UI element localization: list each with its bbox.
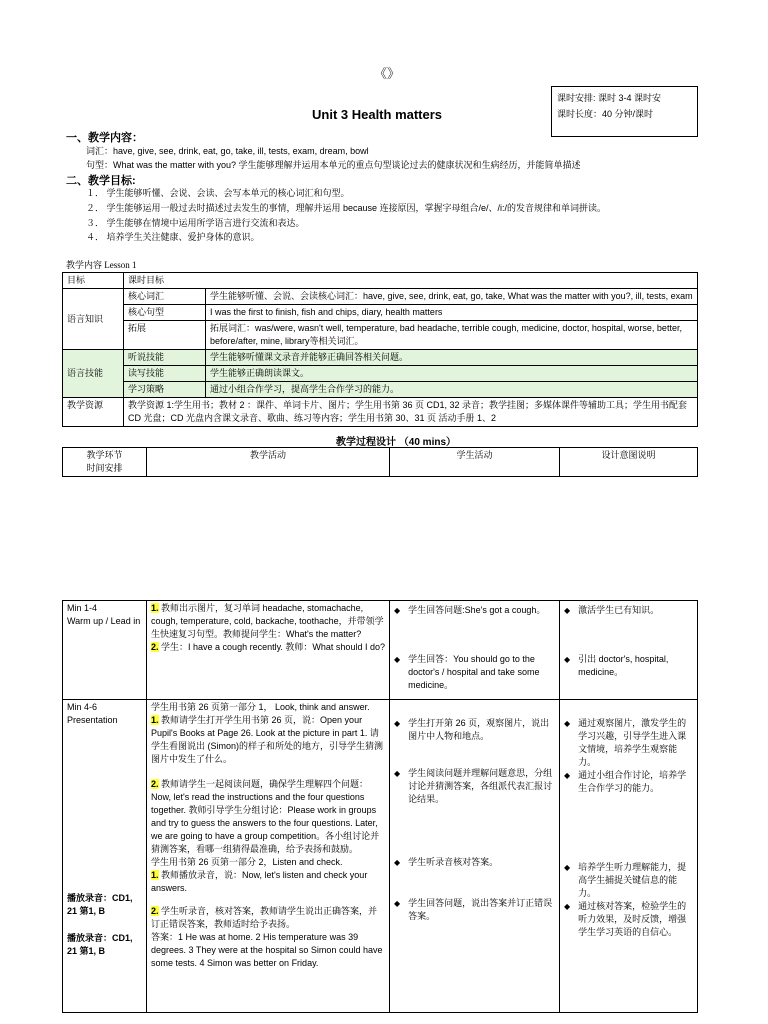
diamond-bullet-icon: ◆: [394, 606, 401, 615]
row-value: 通过小组合作学习，提高学生合作学习的能力。: [206, 382, 698, 398]
document-title: Unit 3 Health matters: [312, 107, 443, 122]
step-text: 学生听录音，核对答案，教师请学生说出正确答案，并订正错误答案，教师适时给予表扬。: [151, 906, 378, 929]
procedure-table: [62, 600, 698, 1013]
objective-item: ３． 学生能够在情境中运用所学语言进行交流和表达。: [86, 218, 305, 228]
group-label: 教学资源: [63, 398, 124, 427]
activity-cell: [147, 700, 390, 1013]
header-cell-stage: [63, 448, 147, 477]
objective-item: １． 学生能够听懂、会说、会读、会写本单元的核心词汇和句型。: [86, 188, 350, 198]
step-number: 1.: [151, 870, 159, 880]
design-cell: [560, 601, 698, 700]
step-number: 2.: [151, 642, 159, 652]
section-heading-content: 一、教学内容：: [66, 132, 143, 144]
step-text: 教师出示图片，复习单词 headache, stomachache, cough, temperature, cold, backache, toothache，并带领学生快速复习句型。教师提问学生：What's the matter?: [151, 603, 384, 639]
design-note: 引出 doctor's, hospital, medicine。: [578, 654, 669, 677]
diamond-bullet-icon: ◆: [394, 655, 401, 664]
design-note: 培养学生听力理解能力，提高学生捕捉关键信息的能力。: [578, 862, 687, 898]
step-text: 教师请学生一起阅读问题，确保学生理解四个问题：Now, let's read the instructions and the four questions together. 教师引导学生分组讨论：Please work in groups and try to guess the answers to the four questions. Later, we are going to have a group competition。各小组讨论并猜测答案，看哪一组猜得最准确，给予表扬和鼓励。: [151, 779, 380, 854]
student-activity: 学生打开第 26 页，观察图片，说出图片中人物和地点。: [408, 718, 550, 741]
header-cell-activity: 教学活动: [147, 448, 390, 477]
student-activity: 学生回答问题，说出答案并订正错误答案。: [408, 898, 553, 921]
table-header-cell: 课时目标: [124, 273, 698, 289]
row-value: 学生能够听懂、会说、会读核心词汇：have, give, see, drink, eat, go, take, What was the matter with you?, ill, tests, exam: [206, 289, 698, 305]
student-cell: [390, 700, 560, 1013]
table-header-cell: 目标: [63, 273, 124, 289]
schedule-line-1: 课时安排: 课时 3-4 课时安: [557, 93, 662, 103]
table-row: [63, 321, 698, 350]
student-activity: 学生阅读问题并理解问题意思，分组讨论并猜测答案，各组派代表汇报讨论结果。: [408, 768, 553, 804]
header-cell-design: 设计意图说明: [560, 448, 698, 477]
diamond-bullet-icon: ◆: [394, 858, 401, 867]
table-row: [63, 350, 698, 366]
time-cell: Min 1-4 Warm up / Lead in: [63, 601, 147, 700]
row-value: I was the first to finish, fish and chips, diary, health matters: [206, 305, 698, 321]
activity-intro: 学生用书第 26 页第一部分 2，Listen and check.: [151, 857, 343, 867]
table-row: [63, 305, 698, 321]
step-text: 教师请学生打开学生用书第 26 页，说：Open your Pupil's Books at Page 26. Look at the picture in part 1. 请学生看图说出 (Simon)的样子和所处的地方，引导学生猜测图片中发生了什么。: [151, 715, 384, 764]
activity-cell: [147, 601, 390, 700]
row-key: 读写技能: [124, 366, 206, 382]
student-cell: [390, 601, 560, 700]
time-cell: [63, 700, 147, 1013]
row-value: 学生能够听懂课文录音并能够正确回答相关问题。: [206, 350, 698, 366]
table-row: [63, 398, 698, 427]
diamond-bullet-icon: ◆: [564, 771, 571, 780]
row-key: 听说技能: [124, 350, 206, 366]
design-note: 通过核对答案，检验学生的听力效果，及时反馈，增强学生学习英语的自信心。: [578, 901, 687, 937]
row-key: 拓展: [124, 321, 206, 350]
row-key: 核心句型: [124, 305, 206, 321]
table-header-row: [63, 273, 698, 289]
diamond-bullet-icon: ◆: [564, 863, 571, 872]
cd-cue: 播放录音：CD1, 21 第1, B: [67, 893, 133, 916]
student-activity: 学生听录音核对答案。: [408, 857, 499, 867]
design-note: 通过观察图片，激发学生的学习兴趣，引导学生进入课文情境，培养学生观察能力。: [578, 718, 687, 767]
row-value: 拓展词汇：was/were, wasn't well, temperature, bad headache, terrible cough, medicine, doctor, hospital, worse, better, before/after, mine, library等相关词汇。: [206, 321, 698, 350]
table-row: [63, 366, 698, 382]
schedule-line-2: 课时长度：40 分钟/课时: [557, 109, 654, 119]
objectives-table: [62, 272, 698, 427]
schedule-box: [551, 86, 698, 137]
step-number: 1.: [151, 715, 159, 725]
resources-text: 教学资源 1:学生用书；教材 2 ：课件、单词卡片、图片；学生用书第 36 页 CD1, 32 录音；教学挂图；多媒体课件等辅助工具；学生用书配套 CD 光盘；CD 光盘内含课文录音、歌曲、练习等内容；学生用书第 30、31 页 活动手册 1、2: [124, 398, 698, 427]
diamond-bullet-icon: ◆: [564, 606, 571, 615]
activity-intro: 学生用书第 26 页第一部分 1， Look, think and answer.: [151, 702, 370, 712]
answers-text: 答案：1 He was at home. 2 His temperature was 39 degrees. 3 They were at the hospital so Simon could have some tests. 4 Simon was better on Friday.: [151, 932, 383, 968]
row-key: 核心词汇: [124, 289, 206, 305]
design-cell: [560, 700, 698, 1013]
header-cell-student: 学生活动: [390, 448, 560, 477]
design-note: 通过小组合作讨论，培养学生合作学习的能力。: [578, 770, 687, 793]
design-note: 激活学生已有知识。: [578, 605, 660, 615]
step-number: 1.: [151, 603, 159, 613]
table-row: [63, 601, 698, 700]
diamond-bullet-icon: ◆: [394, 769, 401, 778]
diamond-bullet-icon: ◆: [564, 719, 571, 728]
header-text: 教学环节: [86, 450, 123, 460]
diamond-bullet-icon: ◆: [564, 902, 571, 911]
row-value: 学生能够正确朗读课文。: [206, 366, 698, 382]
cd-cue: 播放录音：CD1, 21 第1, B: [67, 933, 133, 956]
step-text: 教师播放录音，说：Now, let's listen and check your answers.: [151, 870, 368, 893]
diamond-bullet-icon: ◆: [394, 719, 401, 728]
time-text: Min 4-6 Presentation: [67, 702, 118, 725]
title-symbol: 《》: [374, 66, 401, 81]
step-number: 2.: [151, 779, 159, 789]
step-text: 学生：I have a cough recently. 教师：What should I do?: [161, 642, 385, 652]
objective-item: ２． 学生能够运用一般过去时描述过去发生的事情，理解并运用 because 连接原因，掌握字母组合/e/、/i:/的发音规律和单词拼读。: [86, 203, 607, 213]
group-label: 语言技能: [63, 350, 124, 398]
sentence-pattern-line: 句型：What was the matter with you? 学生能够理解并运用本单元的重点句型谈论过去的健康状况和生病经历，并能简单描述: [86, 160, 581, 170]
student-activity: 学生回答问题:She's got a cough。: [408, 605, 546, 615]
step-number: 2.: [151, 906, 159, 916]
table-row: [63, 700, 698, 1013]
table-row: [63, 382, 698, 398]
row-key: 学习策略: [124, 382, 206, 398]
lesson-label: 教学内容 Lesson 1: [66, 260, 137, 270]
objective-item: ４． 培养学生关注健康、爱护身体的意识。: [86, 232, 260, 242]
vocabulary-line: 词汇：have, give, see, drink, eat, go, take, ill, tests, exam, dream, bowl: [86, 146, 369, 156]
procedure-title: 教学过程设计 （40 mins）: [336, 437, 457, 448]
diamond-bullet-icon: ◆: [394, 899, 401, 908]
table-row: [63, 289, 698, 305]
student-activity: 学生回答：You should go to the doctor's / hospital and take some medicine。: [408, 654, 540, 690]
procedure-header-table: [62, 447, 698, 477]
group-label: 语言知识: [63, 289, 124, 350]
table-header-row: [63, 448, 698, 477]
section-heading-objectives: 二、教学目标:: [66, 175, 136, 187]
diamond-bullet-icon: ◆: [564, 655, 571, 664]
header-text: 时间安排: [86, 463, 123, 473]
